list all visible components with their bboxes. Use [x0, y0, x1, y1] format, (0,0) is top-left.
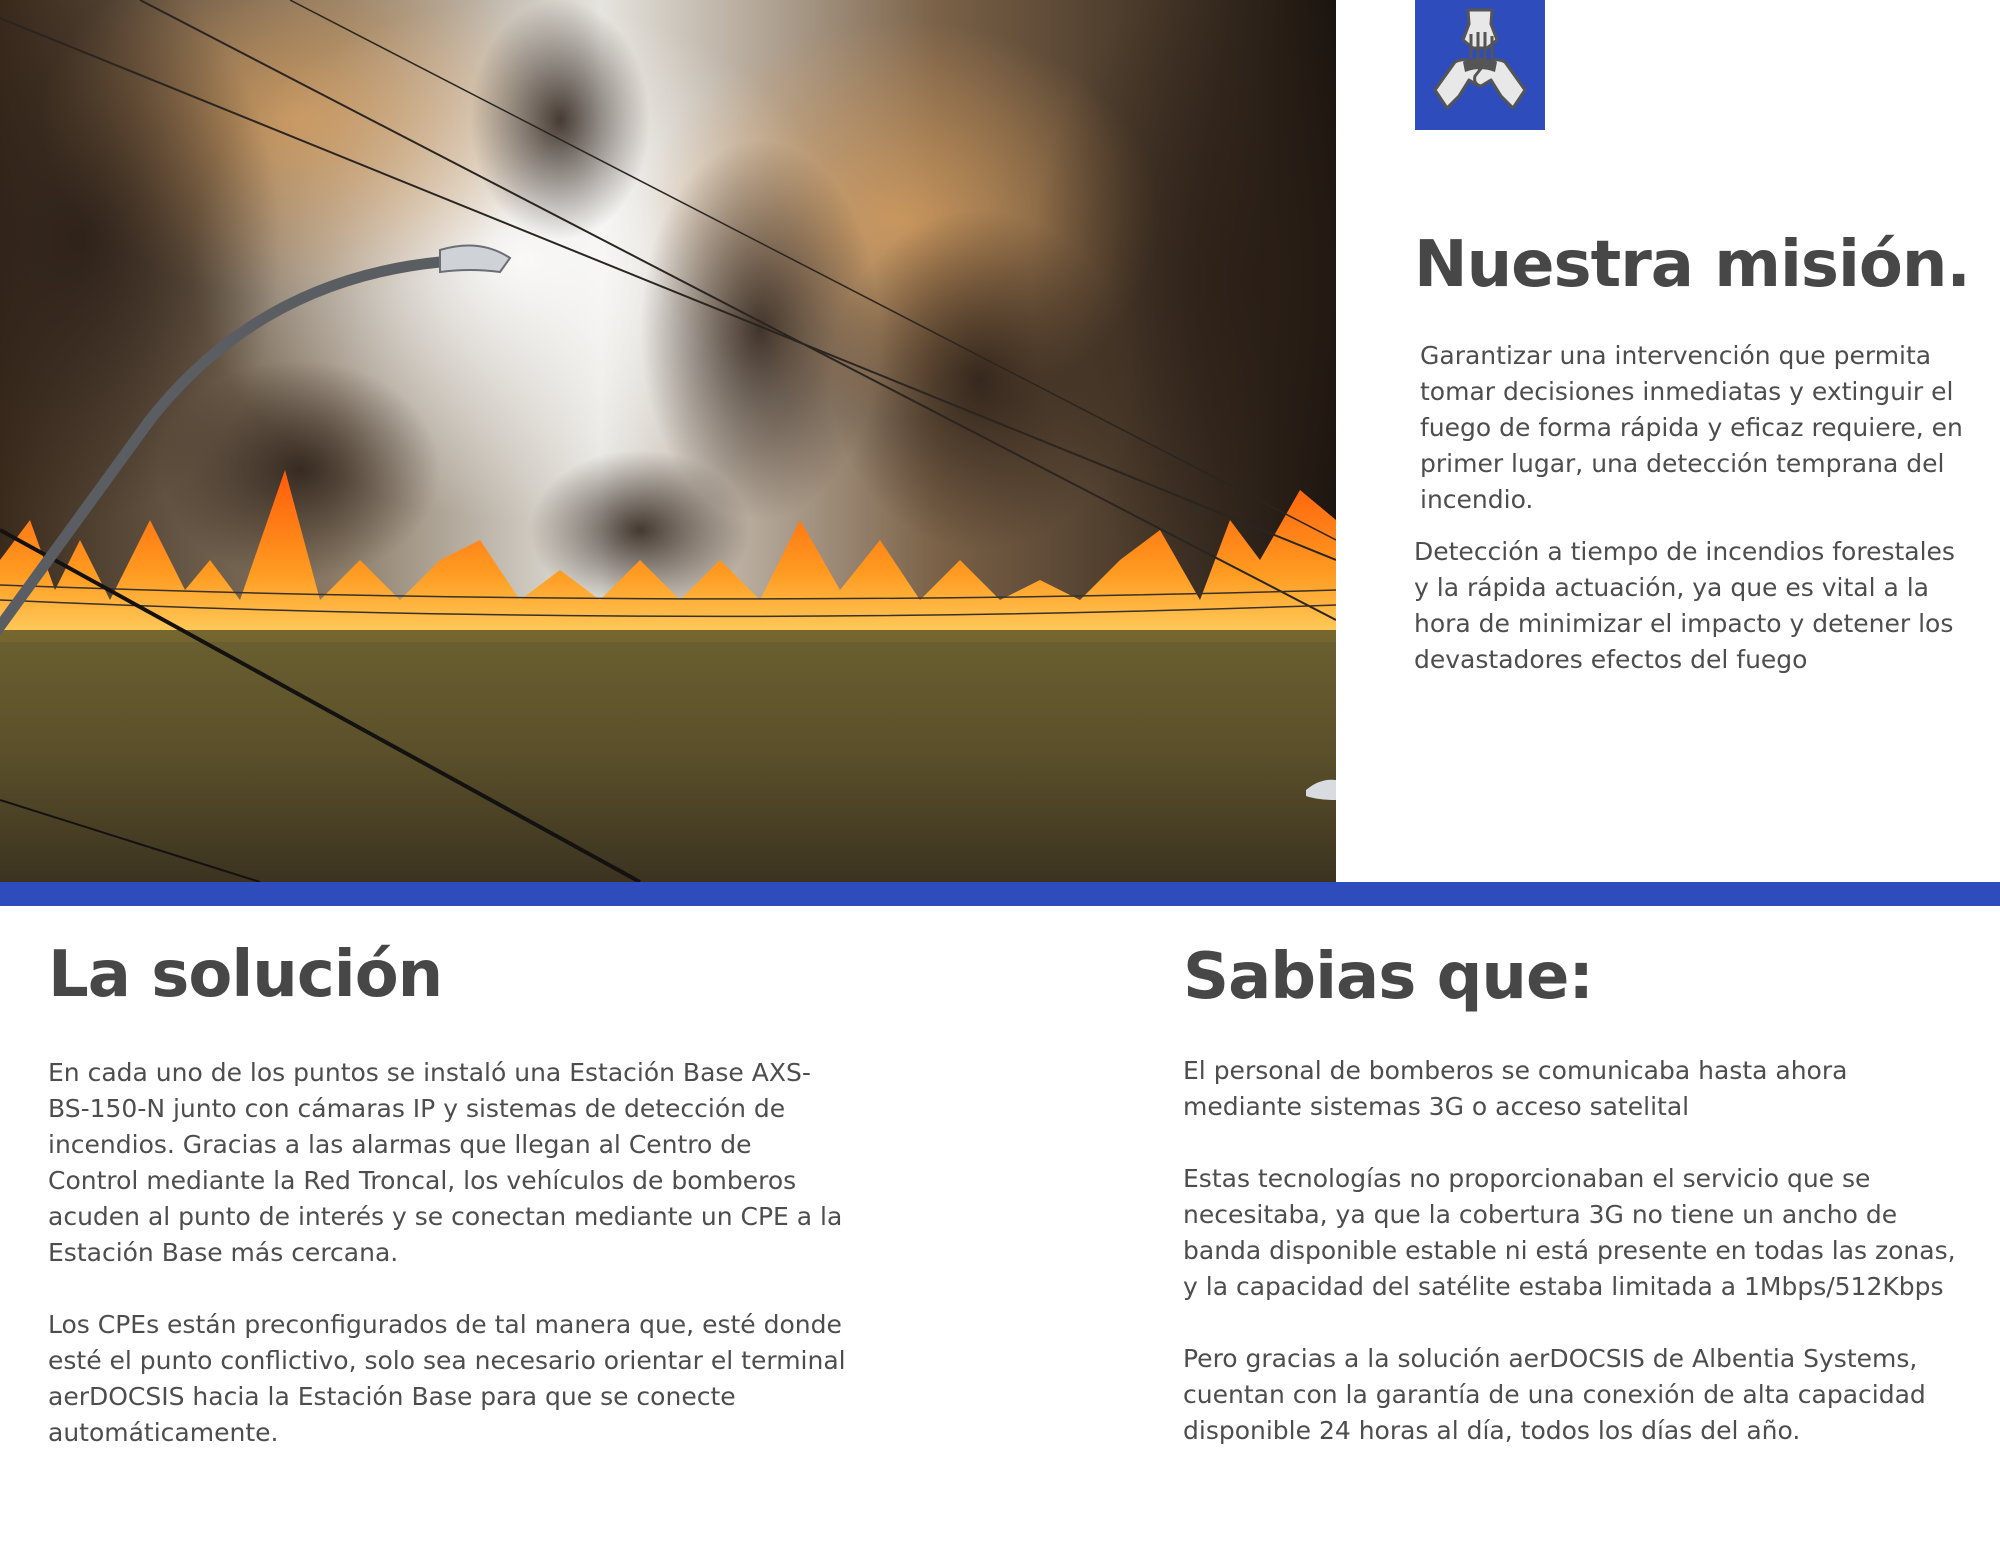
accent-divider [0, 882, 2000, 906]
hands-teamwork-icon [1415, 0, 1545, 130]
mission-paragraph: Detección a tiempo de incendios forestales y la rápida actuación, ya que es vital a la hora de minimizar el impacto y detener los devastadores efectos del fuego [1414, 537, 1955, 674]
facts-paragraph: Pero gracias a la solución aerDOCSIS de Albentia Systems, cuentan con la garantía de una conexión de alta capacidad disponible 24 horas al día, todos los días del año. [1183, 1344, 1926, 1445]
facts-paragraph: El personal de bomberos se comunicaba hasta ahora mediante sistemas 3G o acceso satelital [1183, 1056, 1848, 1121]
solution-body [48, 1055, 848, 1451]
facts-body [1183, 1053, 1963, 1449]
facts-paragraph: Estas tecnologías no proporcionaban el servicio que se necesitaba, ya que la cobertura 3G no tiene un ancho de banda disponible estable ni está presente en todas las zonas, y la capacidad del satélite estaba limitada a 1Mbps/512Kbps [1183, 1164, 1956, 1301]
solution-paragraph: Los CPEs están preconfigurados de tal manera que, esté donde esté el punto conflictivo, solo sea necesario orientar el terminal aerDOCSIS hacia la Estación Base para que se conecte automáticamente. [48, 1310, 846, 1447]
solution-paragraph: En cada uno de los puntos se instaló una Estación Base AXS-BS-150-N junto con cámaras IP y sistemas de detección de incendios. Gracias a las alarmas que llegan al Centro de Control mediante la Red Troncal, los vehículos de bomberos acuden al punto de interés y se conectan mediante un CPE a la Estación Base más cercana. [48, 1058, 843, 1267]
wildfire-photo [0, 0, 1336, 882]
mission-title: Nuestra misión. [1414, 228, 1970, 302]
facts-title: Sabias que: [1183, 940, 1593, 1014]
mission-paragraph: Garantizar una intervención que permita tomar decisiones inmediatas y extinguir el fuego de forma rápida y eficaz requiere, en primer lugar, una detección temprana del incendio. [1420, 341, 1963, 514]
solution-title: La solución [48, 938, 443, 1012]
